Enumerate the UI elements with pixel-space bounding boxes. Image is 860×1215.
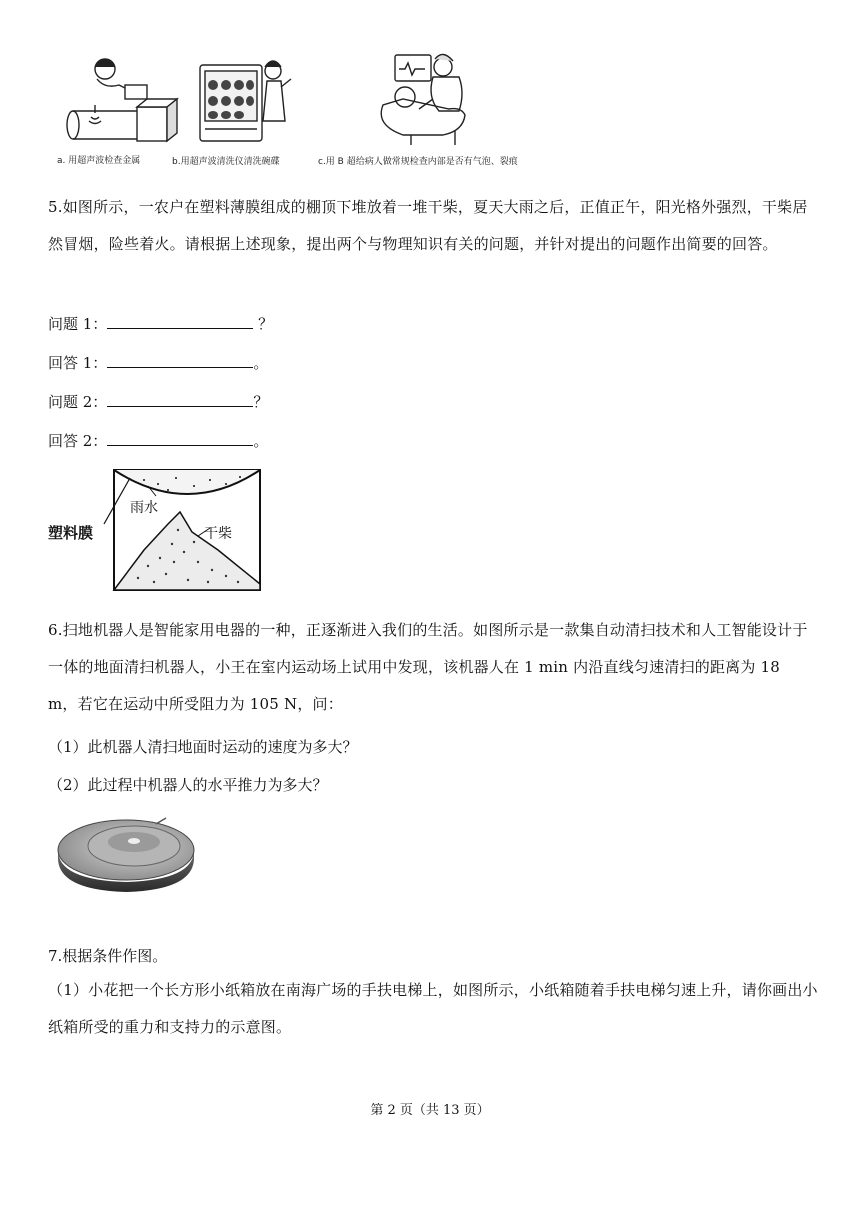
question-6-text: 6.扫地机器人是智能家用电器的一种，正逐渐进入我们的生活。如图所示是一款集自动清扫技术和人工智能设计于一体的地面清扫机器人，小王在室内运动场上试用中发现，该机器人在 1 min 内沿直线匀速清扫的距离为 18 m，若它在运动中所受阻力为 105 N，问： [48,621,808,713]
q5-answer-2-end: 。 [253,432,269,450]
caption-b: b.用超声波清洗仪清洗碗碟 [172,157,280,167]
caption-c: c.用 B 超给病人做常规检查内部是否有气泡、裂痕 [318,157,518,167]
q5-answer-2-line [48,430,268,451]
q5-answer-2-blank[interactable] [107,430,253,446]
q5-answer-1-label: 回答 1： [48,354,108,372]
q5-answer-1-end: 。 [253,354,269,372]
rain-label: 雨水 [130,500,158,516]
q5-question-2-blank[interactable] [107,391,253,407]
q5-question-2-label: 问题 2： [48,393,108,411]
wood-label: 干柴 [204,526,232,542]
page-number-footer: 第 2 页（共 13 页） [370,1103,490,1118]
q5-question-2-end: ？ [253,393,269,411]
q5-question-1-blank[interactable] [107,313,253,329]
question-7-title: 7.根据条件作图。 [48,947,168,965]
film-label: 塑料膜 [48,524,94,542]
q5-answer-2-label: 回答 2： [48,432,108,450]
robot-vacuum-image [54,816,204,898]
q6-sub-question-2: （2）此过程中机器人的水平推力为多大？ [48,776,328,794]
dish-cleaner-illustration [200,61,291,141]
b-ultrasound-illustration [381,54,465,145]
q5-question-1-line [48,313,273,334]
q5-answer-1-line [48,352,268,373]
caption-a: a. 用超声波检查金属 [57,156,141,166]
q5-question-1-label: 问题 1： [48,315,108,333]
q7-sub-question-1: （1）小花把一个长方形小纸箱放在南海广场的手扶电梯上，如图所示，小纸箱随着手扶电梯匀速上升，请你画出小纸箱所受的重力和支持力的示意图。 [48,981,818,1036]
question-5-text: 5.如图所示，一农户在塑料薄膜组成的棚顶下堆放着一堆干柴，夏天大雨之后，正值正午，阳光格外强烈，干柴居然冒烟，险些着火。请根据上述现象，提出两个与物理知识有关的问题，并针对提出的问题作出简要的回答。 [48,198,808,253]
q6-sub-question-1: （1）此机器人清扫地面时运动的速度为多大？ [48,738,358,756]
q5-answer-1-blank[interactable] [107,352,253,368]
metal-inspection-illustration [67,59,177,141]
plastic-film-figure [48,466,268,596]
ultrasound-illustrations [55,45,555,155]
q5-question-2-line [48,391,268,412]
q5-question-1-end: ？ [253,315,274,333]
